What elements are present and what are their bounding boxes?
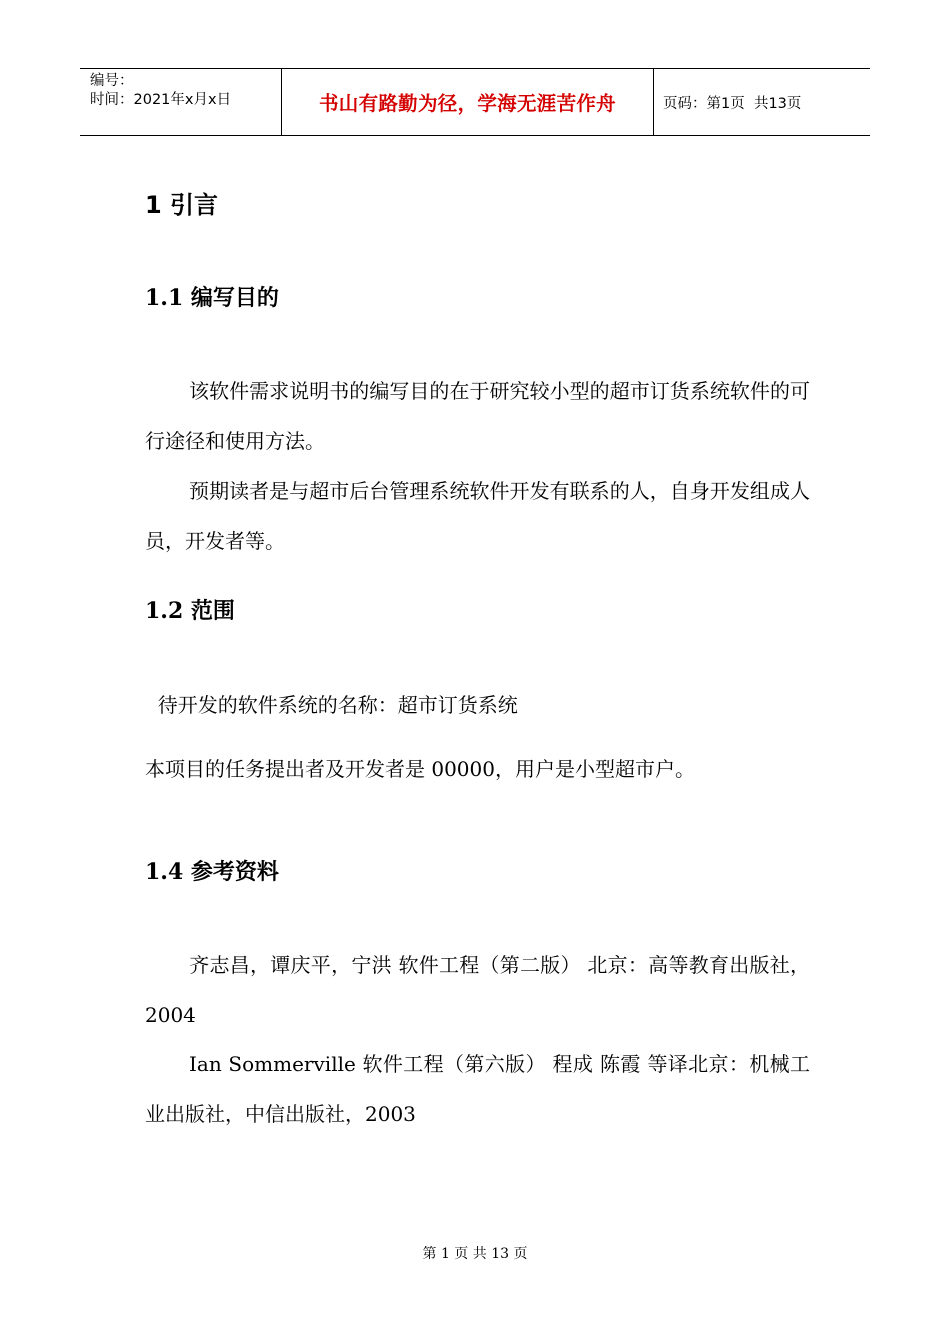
reference-item-1: 齐志昌，谭庆平，宁洪 软件工程（第二版） 北京：高等教育出版社，2004 — [145, 953, 810, 1027]
header-meta-cell — [80, 69, 282, 135]
section-title-introduction: 1 引言 — [145, 191, 219, 219]
doc-time-label: 时间：2021年x月x日 — [90, 92, 232, 108]
page-header — [80, 68, 870, 136]
purpose-paragraph-2: 预期读者是与超市后台管理系统软件开发有联系的人，自身开发组成人员，开发者等。 — [145, 479, 810, 553]
scope-task-owner: 本项目的任务提出者及开发者是 00000，用户是小型超市户。 — [145, 757, 695, 781]
header-motto-cell — [282, 69, 654, 135]
page-footer: 第 1 页 共 13 页 — [422, 1246, 528, 1262]
doc-number-label: 编号： — [90, 73, 134, 89]
purpose-paragraph-1: 该软件需求说明书的编写目的在于研究较小型的超市订货系统软件的可行途径和使用方法。 — [145, 379, 810, 453]
section-title-references: 1.4 参考资料 — [145, 859, 279, 885]
header-motto: 书山有路勤为径，学海无涯苦作舟 — [318, 92, 616, 115]
section-title-purpose: 1.1 编写目的 — [145, 285, 279, 311]
header-page-info: 页码：第1页 共13页 — [663, 95, 802, 112]
header-page-cell — [654, 69, 870, 135]
section-title-scope: 1.2 范围 — [145, 598, 235, 624]
scope-system-name: 待开发的软件系统的名称：超市订货系统 — [145, 693, 518, 717]
reference-item-2: Ian Sommerville 软件工程（第六版） 程成 陈霞 等译北京：机械工业出版社，中信出版社，2003 — [145, 1052, 810, 1126]
